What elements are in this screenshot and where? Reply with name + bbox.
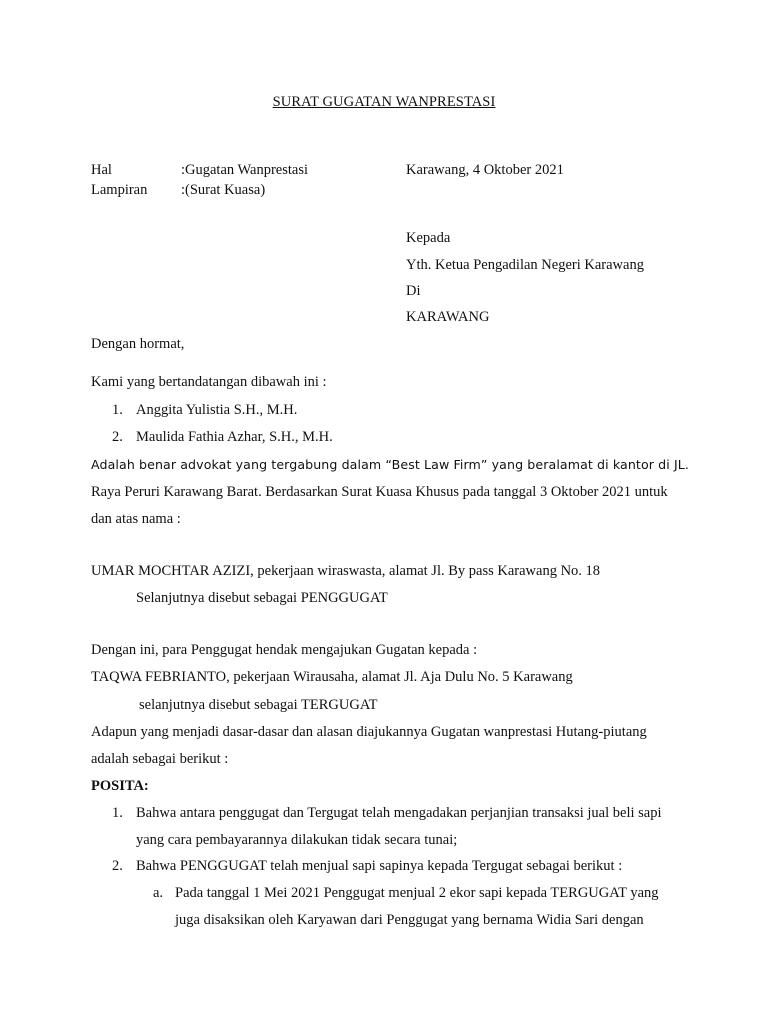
paragraph-line: Raya Peruri Karawang Barat. Berdasarkan Surat Kuasa Khusus pada tanggal 3 Oktober 2021 untuk bbox=[91, 484, 668, 500]
posita-heading: POSITA: bbox=[91, 778, 149, 794]
paragraph-line: Adalah benar advokat yang tergabung dalam “Best Law Firm” yang beralamat di kantor di JL. bbox=[91, 457, 689, 472]
recipient-name: Yth. Ketua Pengadilan Negeri Karawang bbox=[406, 257, 644, 273]
lampiran-label: Lampiran bbox=[91, 182, 148, 198]
list-item-number: 1. bbox=[112, 402, 123, 418]
recipient-city: KARAWANG bbox=[406, 309, 490, 325]
advocate-name: Anggita Yulistia S.H., M.H. bbox=[136, 402, 298, 418]
advocate-name: Maulida Fathia Azhar, S.H., M.H. bbox=[136, 429, 333, 445]
hal-value: :Gugatan Wanprestasi bbox=[181, 162, 309, 178]
sub-item-text: juga disaksikan oleh Karyawan dari Penggugat yang bernama Widia Sari dengan bbox=[175, 912, 644, 928]
sub-item-letter: a. bbox=[153, 885, 164, 901]
paragraph-line: Adapun yang menjadi dasar-dasar dan alasan diajukannya Gugatan wanprestasi Hutang-piutang bbox=[91, 724, 647, 740]
defendant-alias: selanjutnya disebut sebagai TERGUGAT bbox=[139, 697, 378, 713]
salutation: Dengan hormat, bbox=[91, 336, 185, 352]
paragraph-line: adalah sebagai berikut : bbox=[91, 751, 229, 767]
posita-text: Bahwa antara penggugat dan Tergugat telah mengadakan perjanjian transaksi jual beli sapi bbox=[136, 805, 662, 821]
list-item-number: 2. bbox=[112, 429, 123, 445]
lampiran-value: :(Surat Kuasa) bbox=[181, 182, 266, 198]
plaintiff-line: UMAR MOCHTAR AZIZI, pekerjaan wiraswasta, alamat Jl. By pass Karawang No. 18 bbox=[91, 563, 601, 579]
list-item-number: 1. bbox=[112, 805, 123, 821]
intro-text: Kami yang bertandatangan dibawah ini : bbox=[91, 374, 327, 390]
paragraph-line: dan atas nama : bbox=[91, 511, 181, 527]
hal-label: Hal bbox=[91, 162, 112, 178]
document-title: SURAT GUGATAN WANPRESTASI bbox=[272, 94, 496, 110]
place-date: Karawang, 4 Oktober 2021 bbox=[406, 162, 564, 178]
sub-item-text: Pada tanggal 1 Mei 2021 Penggugat menjual 2 ekor sapi kepada TERGUGAT yang bbox=[175, 885, 659, 901]
defendant-line: TAQWA FEBRIANTO, pekerjaan Wirausaha, alamat Jl. Aja Dulu No. 5 Karawang bbox=[91, 669, 573, 685]
list-item-number: 2. bbox=[112, 858, 123, 874]
posita-text: Bahwa PENGGUGAT telah menjual sapi sapinya kepada Tergugat sebagai berikut : bbox=[136, 858, 623, 874]
posita-text: yang cara pembayarannya dilakukan tidak secara tunai; bbox=[136, 832, 458, 848]
recipient-kepada: Kepada bbox=[406, 230, 451, 246]
recipient-di: Di bbox=[406, 283, 421, 299]
plaintiff-alias: Selanjutnya disebut sebagai PENGGUGAT bbox=[136, 590, 388, 606]
paragraph-line: Dengan ini, para Penggugat hendak mengajukan Gugatan kepada : bbox=[91, 642, 478, 658]
